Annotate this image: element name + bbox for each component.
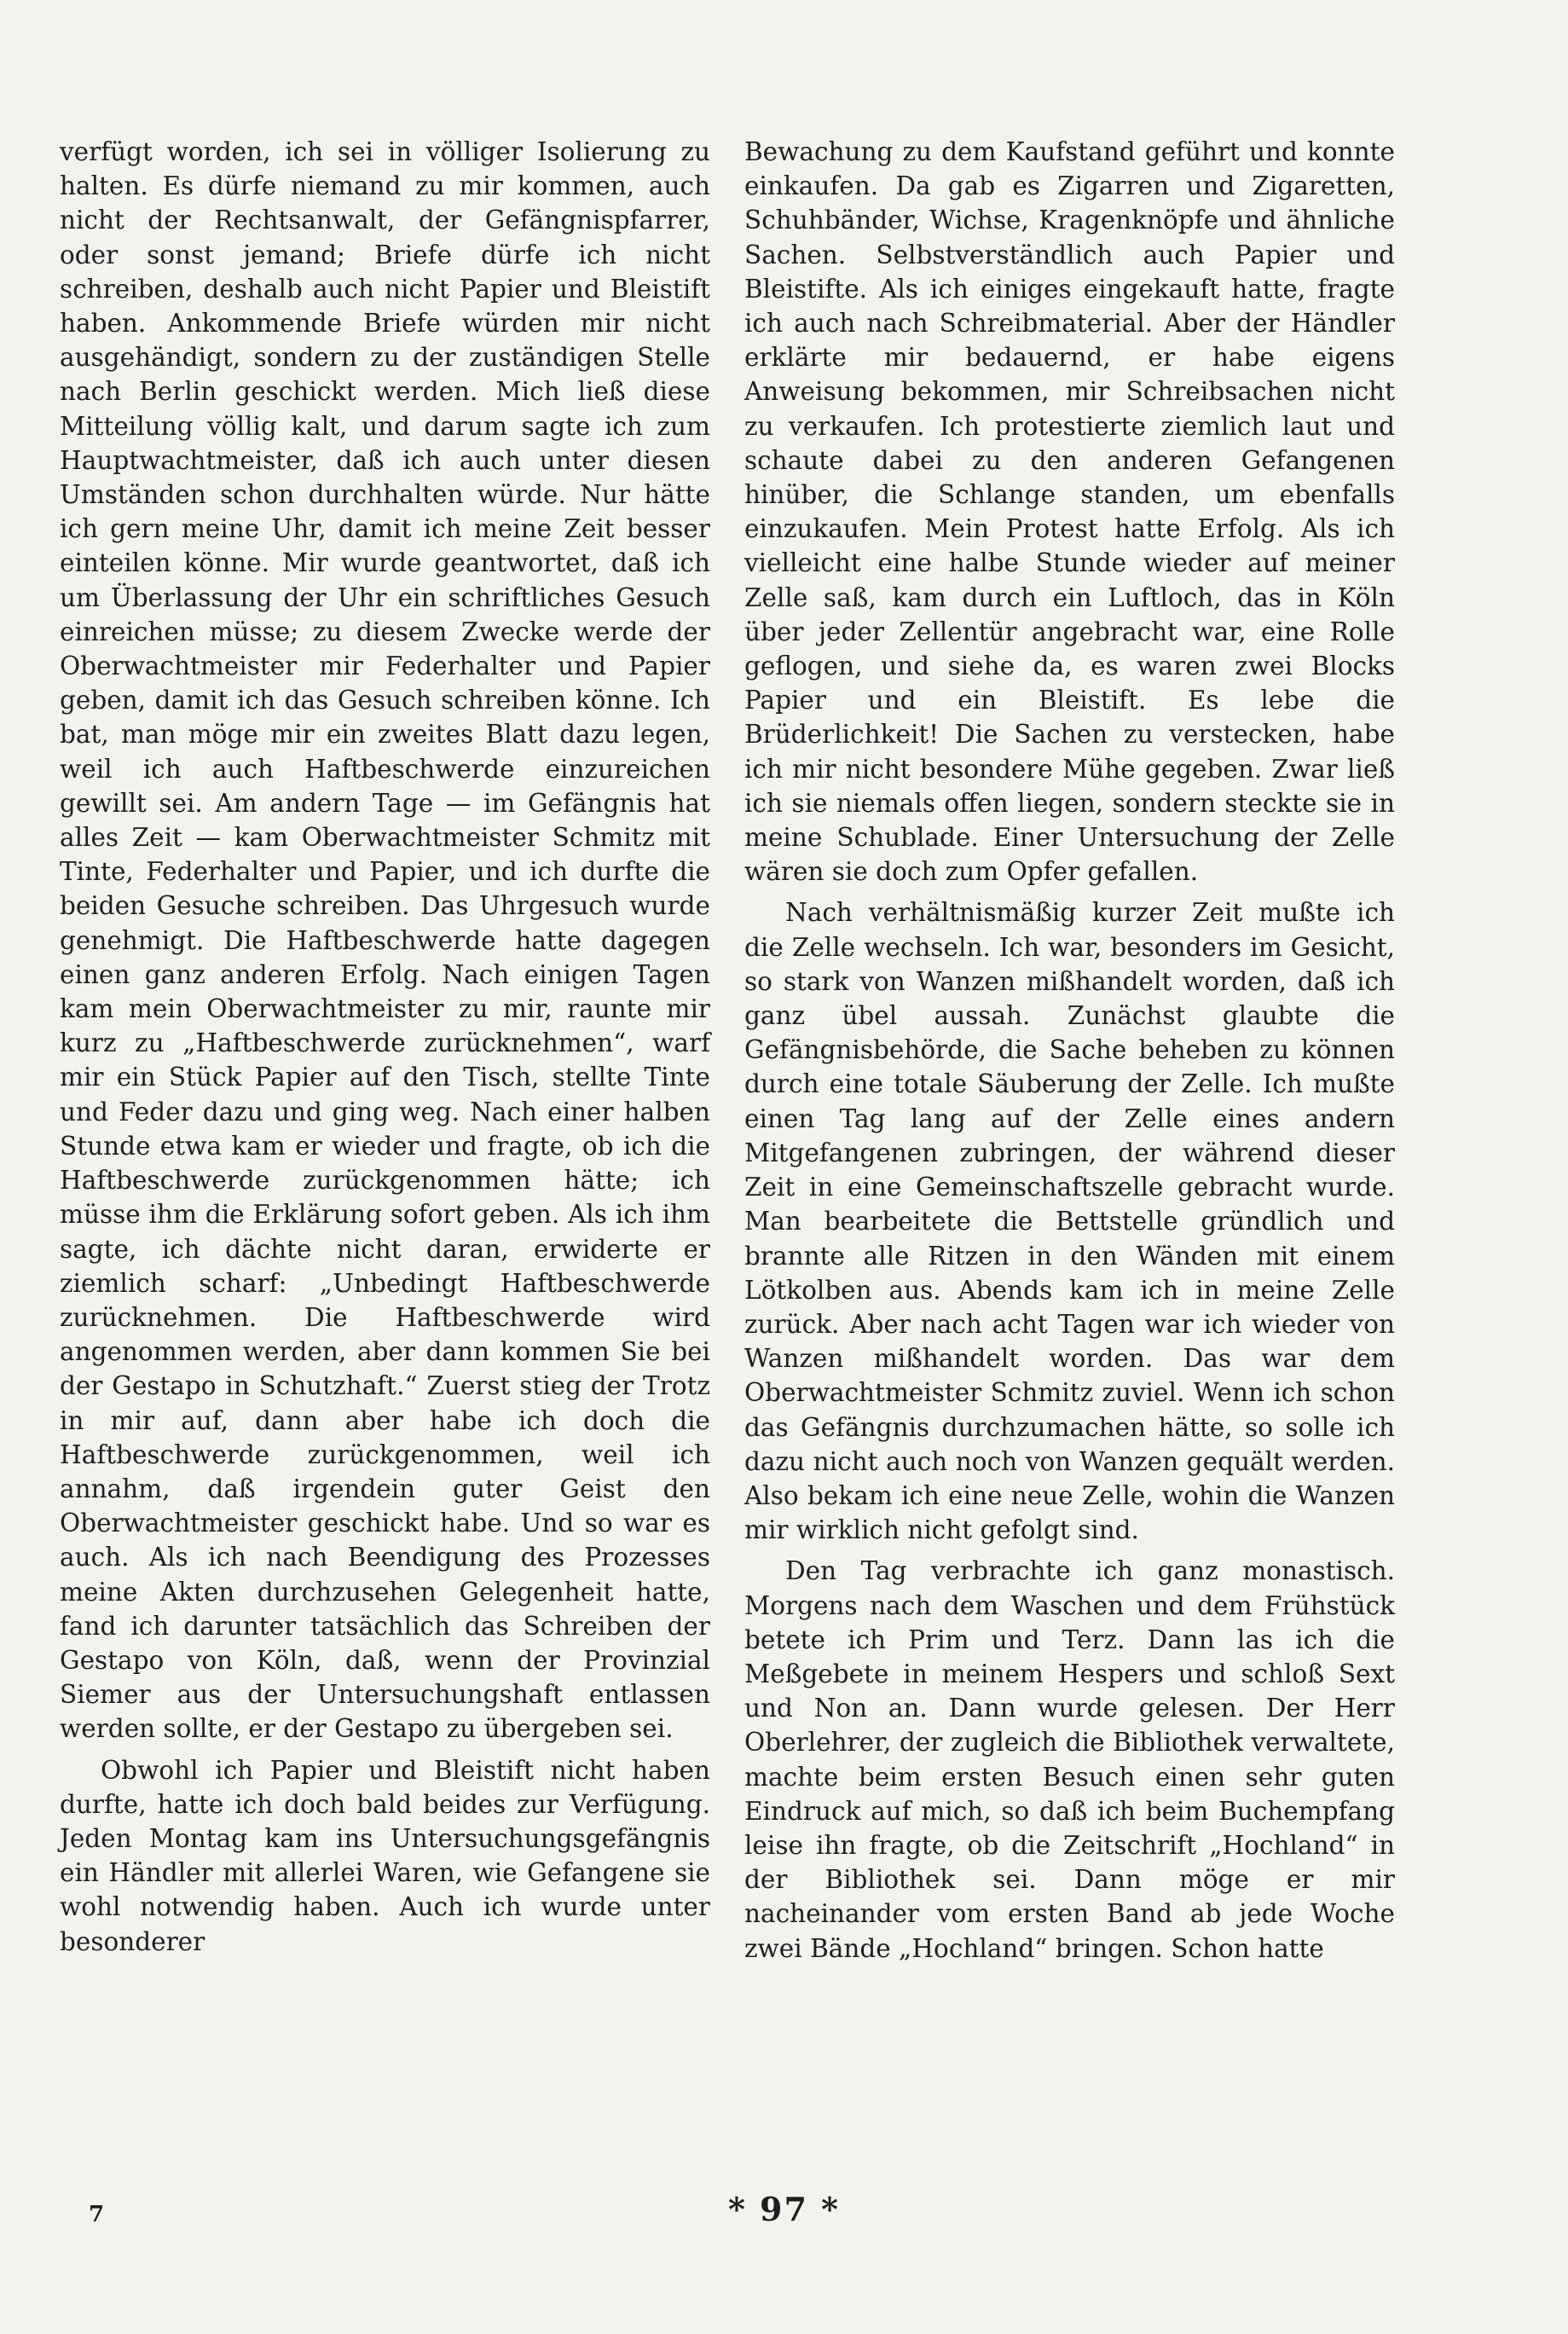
paragraph: Bewachung zu dem Kaufstand geführt und konnte einkaufen. Da gab es Zigarren und Zigaretten, Schuhbänder, Wichse, Kragenknöpfe und ähnliche Sachen. Selbstverständlich auch Papier und Bleistifte. Als ich einiges eingekauft hatte, fragte ich auch nach Schreibmaterial. Aber der Händler erklärte mir bedauernd, er habe eigens Anweisung bekommen, mir Schreibsachen nicht zu verkaufen. Ich protestierte ziemlich laut und schaute dabei zu den anderen Gefangenen hinüber, die Schlange standen, um ebenfalls einzukaufen. Mein Protest hatte Erfolg. Als ich vielleicht eine halbe Stunde wieder auf meiner Zelle saß, kam durch ein Luftloch, das in Köln über jeder Zellentür angebracht war, eine Rolle geflogen, und siehe da, es waren zwei Blocks Papier und ein Bleistift. Es lebe die Brüderlichkeit! Die Sachen zu verstecken, habe ich mir nicht besondere Mühe gegeben. Zwar ließ ich sie niemals offen liegen, sondern steckte sie in meine Schublade. Einer Untersuchung der Zelle wären sie doch zum Opfer gefallen.: [744, 137, 1395, 887]
paragraph: Den Tag verbrachte ich ganz monastisch. Morgens nach dem Waschen und dem Frühstück betete ich Prim und Terz. Dann las ich die Meßgebete in meinem Hespers und schloß Sext und Non an. Dann wurde gelesen. Der Herr Oberlehrer, der zugleich die Bibliothek verwaltete, machte beim ersten Besuch einen sehr guten Eindruck auf mich, so daß ich beim Buchempfang leise ihn fragte, ob die Zeitschrift „Hochland“ in der Bibliothek sei. Dann möge er mir nacheinander vom ersten Band ab jede Woche zwei Bände „Hochland“ bringen. Schon hatte: [744, 1556, 1395, 1963]
left-column: [60, 135, 710, 1959]
paragraph: Nach verhältnismäßig kurzer Zeit mußte ich die Zelle wechseln. Ich war, besonders im Gesicht, so stark von Wanzen mißhandelt worden, daß ich ganz übel aussah. Zunächst glaubte die Gefängnisbehörde, die Sache beheben zu können durch eine totale Säuberung der Zelle. Ich mußte einen Tag lang auf der Zelle eines andern Mitgefangenen zubringen, der während dieser Zeit in eine Gemeinschaftszelle gebracht wurde. Man bearbeitete die Bettstelle gründlich und brannte alle Ritzen in den Wänden mit einem Lötkolben aus. Abends kam ich in meine Zelle zurück. Aber nach acht Tagen war ich wieder von Wanzen mißhandelt worden. Das war dem Oberwachtmeister Schmitz zuviel. Wenn ich schon das Gefängnis durchzumachen hätte, so solle ich dazu nicht auch noch von Wanzen gequält werden. Also bekam ich eine neue Zelle, wohin die Wanzen mir wirklich nicht gefolgt sind.: [744, 898, 1395, 1545]
paragraph: verfügt worden, ich sei in völliger Isolierung zu halten. Es dürfe niemand zu mir kommen, auch nicht der Rechtsanwalt, der Gefängnispfarrer, oder sonst jemand; Briefe dürfe ich nicht schreiben, deshalb auch nicht Papier und Bleistift haben. Ankommende Briefe würden mir nicht ausgehändigt, sondern zu der zuständigen Stelle nach Berlin geschickt werden. Mich ließ diese Mitteilung völlig kalt, und darum sagte ich zum Hauptwachtmeister, daß ich auch unter diesen Umständen schon durchhalten würde. Nur hätte ich gern meine Uhr, damit ich meine Zeit besser einteilen könne. Mir wurde geantwortet, daß ich um Überlassung der Uhr ein schriftliches Gesuch einreichen müsse; zu diesem Zwecke werde der Oberwachtmeister mir Federhalter und Papier geben, damit ich das Gesuch schreiben könne. Ich bat, man möge mir ein zweites Blatt dazu legen, weil ich auch Haftbeschwerde einzureichen gewillt sei. Am andern Tage — im Gefängnis hat alles Zeit — kam Oberwachtmeister Schmitz mit Tinte, Federhalter und Papier, und ich durfte die beiden Gesuche schreiben. Das Uhrgesuch wurde genehmigt. Die Haftbeschwerde hatte dagegen einen ganz anderen Erfolg. Nach einigen Tagen kam mein Oberwachtmeister zu mir, raunte mir kurz zu „Haftbeschwerde zurücknehmen“, warf mir ein Stück Papier auf den Tisch, stellte Tinte und Feder dazu und ging weg. Nach einer halben Stunde etwa kam er wieder und fragte, ob ich die Haftbeschwerde zurückgenommen hätte; ich müsse ihm die Erklärung sofort geben. Als ich ihm sagte, ich dächte nicht daran, erwiderte er ziemlich scharf: „Unbedingt Haftbeschwerde zurücknehmen. Die Haftbeschwerde wird angenommen werden, aber dann kommen Sie bei der Gestapo in Schutzhaft.“ Zuerst stieg der Trotz in mir auf, dann aber habe ich doch die Haftbeschwerde zurückgenommen, weil ich annahm, daß irgendein guter Geist den Oberwachtmeister geschickt habe. Und so war es auch. Als ich nach Beendigung des Prozesses meine Akten durchzusehen Gelegenheit hatte, fand ich darunter tatsächlich das Schreiben der Gestapo von Köln, daß, wenn der Provinzial Siemer aus der Untersuchungshaft entlassen werden sollte, er der Gestapo zu übergeben sei.: [60, 137, 710, 1744]
page-number: * 97 *: [727, 2190, 841, 2228]
right-column: [744, 135, 1395, 1966]
paragraph: Obwohl ich Papier und Bleistift nicht haben durfte, hatte ich doch bald beides zur Verfügung. Jeden Montag kam ins Untersuchungsgefängnis ein Händler mit allerlei Waren, wie Gefangene sie wohl notwendig haben. Auch ich wurde unter besonderer: [60, 1755, 710, 1956]
printer-signature-mark: 7: [89, 2202, 105, 2227]
